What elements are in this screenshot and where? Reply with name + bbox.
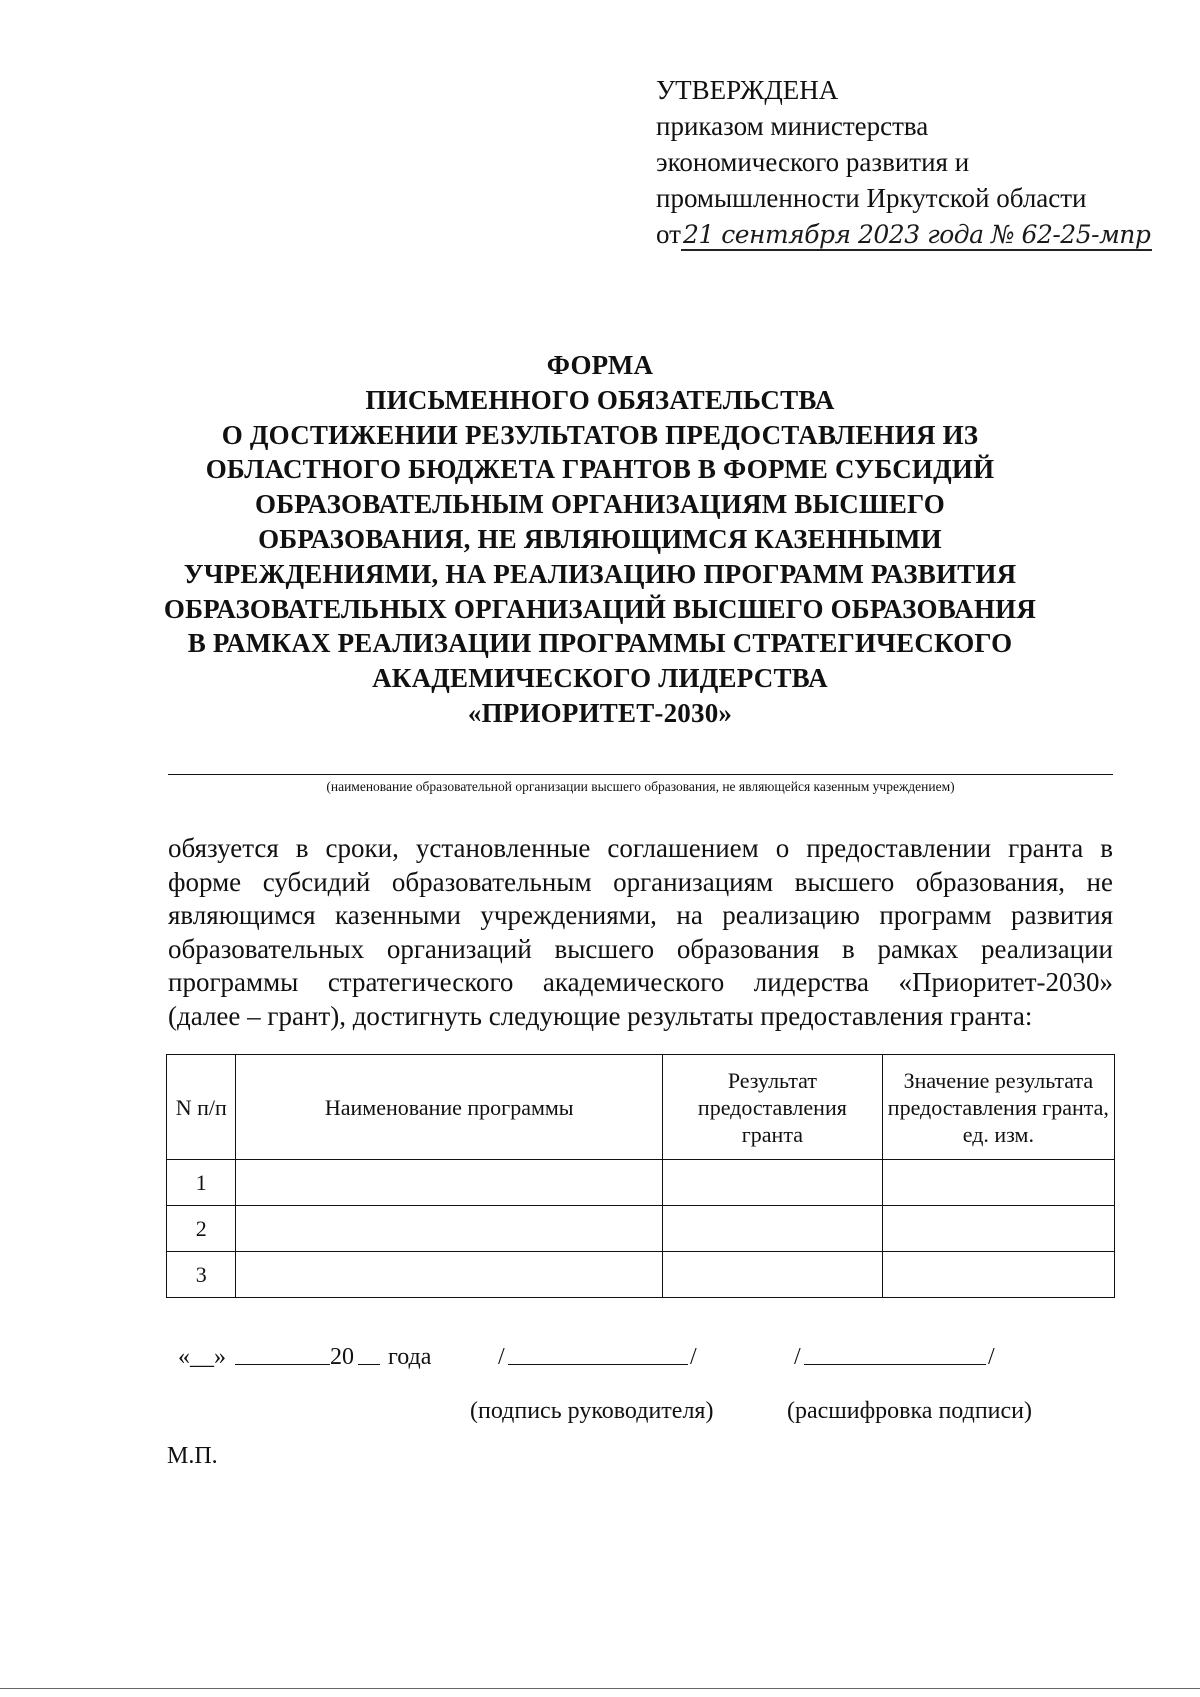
approval-heading: УТВЕРЖДЕНА: [656, 75, 839, 105]
paragraph-line: являющимся казенными учреждениями, на реализацию программ развития: [168, 900, 1113, 931]
date-prefix: от: [656, 219, 681, 249]
approval-line: приказом министерства: [656, 111, 929, 141]
title-line: В РАМКАХ РЕАЛИЗАЦИИ ПРОГРАММЫ СТРАТЕГИЧЕСКОГО: [187, 628, 1013, 659]
table-row: [167, 1206, 1115, 1252]
value-cell[interactable]: [882, 1160, 1114, 1206]
table-row: [167, 1252, 1115, 1298]
year-blank[interactable]: [358, 1342, 380, 1365]
transcript-blank[interactable]: [804, 1342, 986, 1365]
title-line: ОБРАЗОВАТЕЛЬНЫХ ОРГАНИЗАЦИЙ ВЫСШЕГО ОБРАЗОВАНИЯ: [163, 593, 1037, 624]
signature-caption: (подпись руководителя): [470, 1398, 714, 1424]
signature-blank[interactable]: [508, 1342, 688, 1365]
value-cell[interactable]: [882, 1206, 1114, 1252]
year-prefix: 20: [330, 1344, 354, 1370]
paragraph-line: (далее – грант), достигнуть следующие результаты предоставления гранта:: [168, 1000, 1033, 1031]
program-name-cell[interactable]: [236, 1252, 663, 1298]
title-line: УЧРЕЖДЕНИЯМИ, НА РЕАЛИЗАЦИЮ ПРОГРАММ РАЗВИТИЯ: [183, 558, 1017, 589]
transcript-slash-open: /: [794, 1344, 801, 1370]
program-name-cell[interactable]: [236, 1206, 663, 1252]
row-number: 3: [167, 1252, 236, 1298]
program-name-cell[interactable]: [236, 1160, 663, 1206]
organization-name-blank[interactable]: [168, 774, 1113, 775]
value-cell[interactable]: [882, 1252, 1114, 1298]
paragraph-line: образовательных организаций высшего образования в рамках реализации: [168, 933, 1113, 964]
handwritten-date-number: 21 сентября 2023 года № 62-25-мпр: [682, 220, 1151, 249]
scan-edge-line: [0, 1688, 1200, 1689]
date-month-blank[interactable]: [235, 1342, 330, 1365]
approval-block: [656, 72, 1151, 253]
document-title: [150, 348, 1050, 731]
title-line: ОБРАЗОВАТЕЛЬНЫМ ОРГАНИЗАЦИЯМ ВЫСШЕГО: [255, 489, 945, 520]
header-value: Значение результата предоставления гранта, ед. изм.: [882, 1055, 1114, 1160]
table-row: [167, 1160, 1115, 1206]
stamp-placeholder: М.П.: [167, 1443, 218, 1469]
header-number: N п/п: [167, 1055, 236, 1160]
title-line: ФОРМА: [546, 350, 654, 380]
transcript-slash-close: /: [988, 1344, 995, 1370]
table-header-row: [167, 1055, 1115, 1160]
approval-line: промышленности Иркутской области: [656, 183, 1087, 213]
title-line: ПИСЬМЕННОГО ОБЯЗАТЕЛЬСТВА: [365, 384, 835, 415]
title-line: АКАДЕМИЧЕСКОГО ЛИДЕРСТВА: [372, 663, 828, 694]
header-result: Результат предоставления гранта: [663, 1055, 883, 1160]
obligation-paragraph: [168, 832, 1113, 1034]
result-cell[interactable]: [663, 1206, 883, 1252]
paragraph-line: обязуется в сроки, установленные соглашением о предоставлении гранта в: [168, 833, 1113, 863]
result-cell[interactable]: [663, 1252, 883, 1298]
header-program-name: Наименование программы: [236, 1055, 663, 1160]
approval-date-line: [656, 216, 1151, 253]
organization-caption: (наименование образовательной организации высшего образования, не являющейся казенным учреждением): [326, 779, 955, 794]
signature-slash-open: /: [498, 1344, 505, 1370]
date-day-blank[interactable]: «__»: [178, 1344, 226, 1370]
approval-line: экономического развития и: [656, 147, 970, 177]
title-line: ОБЛАСТНОГО БЮДЖЕТА ГРАНТОВ В ФОРМЕ СУБСИДИЙ: [205, 454, 995, 485]
paragraph-line: форме субсидий образовательным организациям высшего образования, не: [168, 866, 1113, 897]
row-number: 1: [167, 1160, 236, 1206]
results-table: [166, 1054, 1115, 1298]
transcript-caption: (расшифровка подписи): [787, 1398, 1032, 1424]
result-cell[interactable]: [663, 1160, 883, 1206]
title-line: О ДОСТИЖЕНИИ РЕЗУЛЬТАТОВ ПРЕДОСТАВЛЕНИЯ ИЗ: [221, 419, 979, 450]
paragraph-line: программы стратегического академического лидерства «Приоритет-2030»: [168, 967, 1113, 998]
signature-slash-close: /: [690, 1344, 697, 1370]
year-suffix: года: [388, 1344, 432, 1370]
title-line: «ПРИОРИТЕТ-2030»: [467, 697, 733, 728]
title-line: ОБРАЗОВАНИЯ, НЕ ЯВЛЯЮЩИМСЯ КАЗЕННЫМИ: [258, 523, 942, 554]
row-number: 2: [167, 1206, 236, 1252]
